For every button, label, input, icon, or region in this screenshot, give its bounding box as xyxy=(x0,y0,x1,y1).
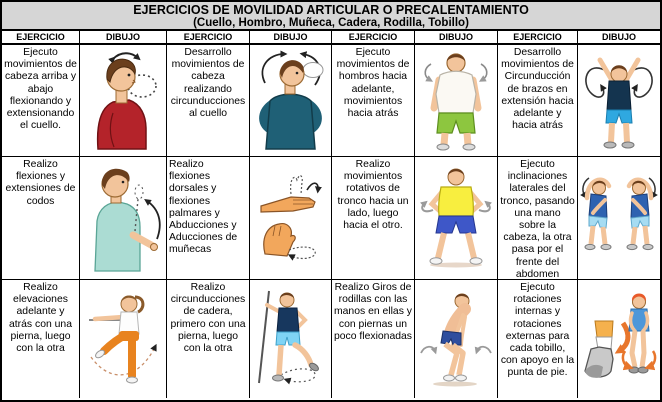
drawing-cell xyxy=(578,45,660,157)
drawing-cell xyxy=(250,280,332,398)
drawing-cell xyxy=(250,157,332,280)
exercise-description-hip-circumduction: Realizo circunducciones de cadera, primero con una pierna, luego con la otra xyxy=(167,280,250,398)
column-header-ejercicio-1: EJERCICIO xyxy=(2,31,80,45)
exercise-description-wrist-flexion: Realizo flexiones dorsales y flexiones palmares y Abducciones y Aducciones de muñecas xyxy=(167,157,250,280)
column-header-ejercicio-4: EJERCICIO xyxy=(498,31,578,45)
drawing-cell xyxy=(415,157,498,280)
exercise-description-elbow-flexion: Realizo flexiones y extensiones de codos xyxy=(2,157,80,280)
exercise-description-leg-swing: Realizo elevaciones adelante y atrás con una pierna, luego con la otra xyxy=(2,280,80,398)
drawing-cell xyxy=(578,280,660,398)
page-title: EJERCICIOS DE MOVILIDAD ARTICULAR O PRECALENTAMIENTO xyxy=(133,3,529,17)
drawing-cell xyxy=(250,45,332,157)
neck-circumduction-drawing xyxy=(251,49,331,153)
drawing-cell xyxy=(415,45,498,157)
column-header-dibujo-1: DIBUJO xyxy=(80,31,167,45)
exercise-description-ankle-rotation: Ejecuto rotaciones internas y rotaciones externas para cada tobillo, con apoyo en la punta de pie. xyxy=(498,280,578,398)
knee-circles-drawing xyxy=(417,287,495,391)
arm-circumduction-drawing xyxy=(580,50,658,152)
lateral-trunk-bend-drawing xyxy=(579,166,659,270)
elbow-flexion-drawing xyxy=(83,163,163,273)
column-header-dibujo-3: DIBUJO xyxy=(415,31,498,45)
exercise-description-trunk-rotation: Realizo movimientos rotativos de tronco hacia un lado, luego hacia el otro. xyxy=(332,157,415,280)
column-header-ejercicio-2: EJERCICIO xyxy=(167,31,250,45)
exercise-description-arm-circumduction: Desarrollo movimientos de Circunducción de brazos en extensión hacia adelante y hacia atrás xyxy=(498,45,578,157)
drawing-cell xyxy=(80,157,167,280)
column-header-ejercicio-3: EJERCICIO xyxy=(332,31,415,45)
drawing-cell xyxy=(578,157,660,280)
drawing-cell xyxy=(80,45,167,157)
ankle-rotation-drawing xyxy=(579,287,659,391)
table-title-block xyxy=(2,2,660,31)
exercise-description-neck-flexion: Ejecuto movimientos de cabeza arriba y abajo flexionando y extensionando el cuello. xyxy=(2,45,80,157)
wrist-flexion-drawing xyxy=(251,166,331,270)
neck-flexion-drawing xyxy=(83,49,163,153)
drawing-cell xyxy=(80,280,167,398)
exercise-description-neck-circumduction: Desarrollo movimientos de cabeza realizando circunducciones al cuello xyxy=(167,45,250,157)
trunk-rotation-drawing xyxy=(417,166,495,270)
shoulder-movement-drawing xyxy=(417,50,495,152)
exercise-table xyxy=(2,31,660,398)
leg-swing-drawing xyxy=(83,287,163,391)
exercise-description-shoulder-movement: Ejecuto movimientos de hombros hacia adelante, movimientos hacia atrás xyxy=(332,45,415,157)
page-subtitle: (Cuello, Hombro, Muñeca, Cadera, Rodilla, Tobillo) xyxy=(193,17,469,29)
drawing-cell xyxy=(415,280,498,398)
exercise-description-knee-circles: Realizo Giros de rodillas con las manos en ellas y con piernas un poco flexionadas xyxy=(332,280,415,398)
hip-circumduction-drawing xyxy=(251,287,331,391)
column-header-dibujo-4: DIBUJO xyxy=(578,31,660,45)
exercise-description-lateral-trunk-bend: Ejecuto inclinaciones laterales del tronco, pasando una mano sobre la cabeza, la otra pasa por el frente del abdomen xyxy=(498,157,578,280)
column-header-dibujo-2: DIBUJO xyxy=(250,31,332,45)
